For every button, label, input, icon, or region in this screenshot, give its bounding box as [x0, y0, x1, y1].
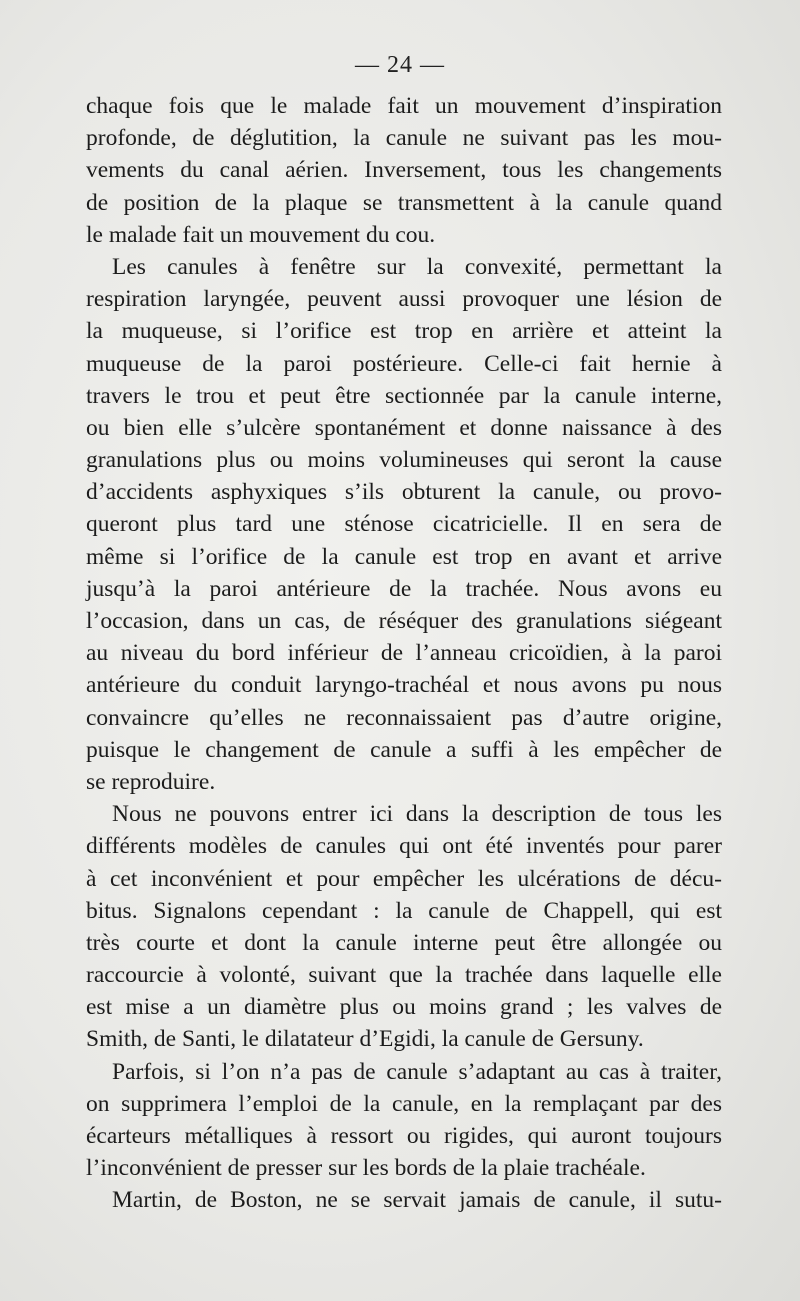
- paragraph: [86, 251, 722, 798]
- paragraph: [86, 1056, 722, 1185]
- text-line: on supprimera l’emploi de la canule, en la remplaçant par des: [86, 1090, 722, 1117]
- text-line: travers le trou et peut être sectionnée par la canule interne,: [86, 382, 722, 409]
- text-line: muqueuse de la paroi postérieure. Celle-ci fait hernie à: [86, 350, 722, 377]
- text-line: au niveau du bord inférieur de l’anneau cricoïdien, à la paroi: [86, 640, 722, 667]
- text-line: écarteurs métalliques à ressort ou rigides, qui auront toujours: [86, 1123, 722, 1149]
- page-number: — 24 —: [355, 52, 445, 78]
- text-line: le malade fait un mouvement du cou.: [86, 221, 436, 248]
- text-line: Nous ne pouvons entrer ici dans la description de tous les: [112, 801, 722, 828]
- text-line: l’inconvénient de presser sur les bords de la plaie trachéale.: [86, 1155, 646, 1182]
- text-line: Smith, de Santi, le dilatateur d’Egidi, la canule de Gersuny.: [86, 1026, 644, 1053]
- text-line: Parfois, si l’on n’a pas de canule s’adaptant au cas à traiter,: [112, 1058, 722, 1085]
- paragraph: [86, 798, 722, 1056]
- text-line: puisque le changement de canule a suffi à les empêcher de: [86, 736, 722, 763]
- text-line: queront plus tard une sténose cicatricielle. Il en sera de: [86, 511, 722, 538]
- text-line: bitus. Signalons cependant : la canule de Chappell, qui est: [86, 897, 722, 924]
- text-line: de position de la plaque se transmettent à la canule quand: [86, 189, 722, 216]
- text-line: à cet inconvénient et pour empêcher les ulcérations de décu-: [86, 865, 722, 892]
- text-line: se reproduire.: [86, 768, 216, 795]
- text-line: même si l’orifice de la canule est trop en avant et arrive: [86, 543, 722, 570]
- text-line: Les canules à fenêtre sur la convexité, permettant la: [112, 253, 722, 280]
- text-line: chaque fois que le malade fait un mouvement d’inspiration: [86, 93, 722, 119]
- text-line: l’occasion, dans un cas, de réséquer des granulations siégeant: [86, 608, 722, 634]
- text-line: d’accidents asphyxiques s’ils obturent la canule, ou provo-: [86, 479, 722, 506]
- text-line: respiration laryngée, peuvent aussi provoquer une lésion de: [86, 286, 722, 313]
- text-line: très courte et dont la canule interne peut être allongée ou: [86, 929, 722, 956]
- text-line: antérieure du conduit laryngo-trachéal et nous avons pu nous: [86, 672, 722, 699]
- paragraph: [86, 1184, 722, 1216]
- text-line: convaincre qu’elles ne reconnaissaient pas d’autre origine,: [86, 704, 722, 731]
- paragraph: [86, 90, 722, 251]
- text-line: raccourcie à volonté, suivant que la trachée dans laquelle elle: [86, 962, 722, 989]
- body-text: [86, 90, 722, 1217]
- text-line: Martin, de Boston, ne se servait jamais de canule, il sutu-: [112, 1187, 722, 1214]
- text-line: granulations plus ou moins volumineuses qui seront la cause: [86, 447, 722, 474]
- text-line: vements du canal aérien. Inversement, tous les changements: [86, 157, 722, 184]
- text-line: est mise a un diamètre plus ou moins grand ; les valves de: [86, 994, 722, 1021]
- text-line: ou bien elle s’ulcère spontanément et donne naissance à des: [86, 414, 722, 441]
- text-line: jusqu’à la paroi antérieure de la trachée. Nous avons eu: [86, 575, 722, 602]
- text-line: la muqueuse, si l’orifice est trop en arrière et atteint la: [86, 318, 722, 345]
- text-line: différents modèles de canules qui ont été inventés pour parer: [86, 833, 722, 860]
- text-line: profonde, de déglutition, la canule ne suivant pas les mou-: [86, 125, 722, 152]
